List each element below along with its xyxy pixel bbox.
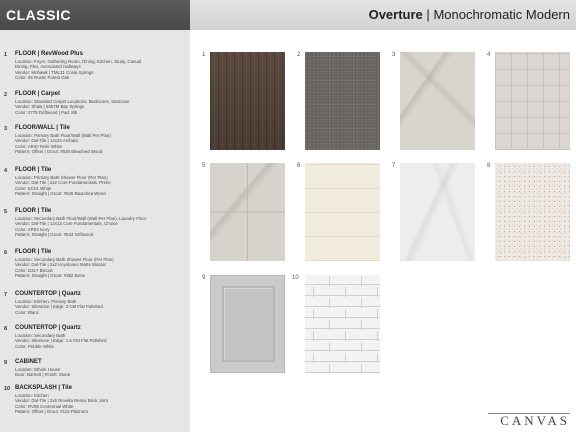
spec-detail: Vendor: Dal-Tile | 12x12 Core Fundamentals, Choice — [15, 221, 118, 227]
spec-detail: Vendor: Dal-Tile | 2x2 Core Fundamentals, Prime — [15, 180, 111, 186]
spec-title: COUNTERTOP | Quartz — [15, 325, 81, 331]
spec-detail: Vendor: Silestone | Edge: 1.5 CM Flat Polished — [15, 338, 107, 344]
spec-detail: Location: Foyer, Gathering Room, Dining, Kitchen, Study, Casual — [15, 59, 142, 64]
spec-number: 3 — [4, 126, 8, 132]
spec-detail: Color: AR04 Ivory — [15, 226, 50, 232]
spec-title: COUNTERTOP | Quartz — [15, 291, 81, 297]
spec-number: 2 — [4, 92, 8, 98]
spec-title: FLOOR | RevWood Plus — [15, 51, 83, 57]
spec-detail: Color: KC01 White — [15, 185, 52, 191]
brand-title: CLASSIC — [6, 7, 71, 23]
swatch-floor-wall-tile — [400, 52, 475, 150]
collection-name: Overture — [368, 7, 423, 22]
spec-detail: Color: 0775 Driftwood | Pad: 8lb — [15, 109, 78, 115]
spec-number: 6 — [4, 250, 8, 256]
spec-detail: Vendor: Silestone | Edge: 3 CM Flat Polished — [15, 304, 103, 310]
spec-detail: Location: Kitchen, Primary Bath — [15, 299, 77, 304]
spec-detail: Vendor: Shaw | 5557M Bay Springs — [15, 104, 85, 110]
swatch-shower-floor-tile — [495, 52, 570, 150]
spec-detail: Location: Secondary Bath — [15, 333, 66, 338]
swatch-number: 3 — [392, 52, 396, 58]
spec-number: 8 — [4, 326, 8, 332]
swatch-floor-carpet — [305, 52, 380, 150]
brand-block — [0, 0, 190, 30]
spec-title: FLOOR | Tile — [15, 208, 52, 214]
spec-detail: Pattern: Offset | Grout: #115 Platinum — [15, 409, 88, 415]
swatch-number: 5 — [202, 163, 206, 169]
spec-detail: Vendor: Dal-Tile | 2x2 Keystones Matte Mosaic — [15, 262, 107, 268]
spec-detail: Color: RV08 Centennial White — [15, 403, 74, 409]
swatch-secondary-floor-tile — [210, 163, 285, 261]
spec-title: FLOOR | Tile — [15, 167, 52, 173]
spec-number: 1 — [4, 52, 8, 58]
spec-detail: Vendor: Dal-Tile | 12x24 Archaia — [15, 138, 78, 144]
header-bar — [0, 0, 576, 30]
spec-number: 4 — [4, 168, 8, 174]
spec-detail: Color: Blanc — [15, 309, 39, 315]
spec-detail: Location: Primary Bath Floor/Wall (Wall Per Plan) — [15, 133, 111, 138]
swatch-board — [190, 30, 576, 432]
spec-detail: Location: Secondary Bath Shower Floor (Per Plan) — [15, 257, 114, 262]
spec-detail: Pattern: Straight | Grout: #543 Driftwood — [15, 232, 94, 238]
swatch-backsplash-brick — [305, 275, 380, 373]
swatch-countertop-blanc — [400, 163, 475, 261]
spec-list — [0, 30, 190, 432]
swatch-number: 6 — [297, 163, 301, 169]
spec-detail: Location: Primary Bath Shower Floor (Per Plan) — [15, 175, 108, 180]
spec-detail: Door: Barnett | Finish: Stone — [15, 372, 71, 378]
spec-detail: Pattern: Offset | Grout: #545 Bleached Wood — [15, 149, 103, 155]
spec-detail: Color: Pebble White — [15, 343, 55, 349]
spec-detail: Location: Standard Carpet Locations, Bedrooms, Staircase — [15, 99, 130, 104]
spec-detail: Vendor: Dal-Tile | 2x6 Revella Remix Brick Joint — [15, 398, 108, 404]
swatch-number: 2 — [297, 52, 301, 58]
swatch-number: 8 — [487, 163, 491, 169]
spec-number: 10 — [4, 386, 11, 392]
title-separator: | — [426, 7, 430, 22]
swatch-countertop-pebble — [495, 163, 570, 261]
spec-detail: Location: Whole House — [15, 367, 61, 372]
spec-title: CABINET — [15, 359, 42, 365]
swatch-number: 10 — [292, 275, 299, 281]
swatch-number: 4 — [487, 52, 491, 58]
swatch-number: 7 — [392, 163, 396, 169]
spec-title: FLOOR/WALL | Tile — [15, 125, 70, 131]
spec-detail: Pattern: Straight | Grout: #382 Bone — [15, 273, 85, 279]
swatch-secondary-shower-tile — [305, 163, 380, 261]
spec-title: BACKSPLASH | Tile — [15, 385, 72, 391]
spec-detail: Vendor: Mohawk | TML31 Cosia Springs — [15, 69, 94, 75]
spec-detail: Location: Secondary Bath Floor/Wall (Wall Per Plan), Laundry Floor — [15, 216, 147, 221]
spec-detail: Location: Kitchen — [15, 393, 49, 398]
collection-title — [369, 7, 570, 22]
spec-detail: Dining, Flex, Associated Hallways — [15, 64, 81, 70]
canvas-logo: CANVAS — [500, 413, 570, 428]
spec-title: FLOOR | Tile — [15, 249, 52, 255]
spec-number: 5 — [4, 209, 8, 215]
swatch-number: 9 — [202, 275, 206, 281]
spec-detail: Pattern: Straight | Grout: #545 Bleached Wood — [15, 191, 106, 197]
spec-detail: Color: 05 Rustic Forest Oak — [15, 75, 70, 81]
collection-style: Monochromatic Modern — [433, 7, 570, 22]
swatch-cabinet-door — [210, 275, 285, 373]
spec-number: 9 — [4, 360, 8, 366]
spec-detail: Color: D317 Biscuit — [15, 267, 53, 273]
spec-title: FLOOR | Carpet — [15, 91, 61, 97]
spec-detail: Color: AR40 Relic White — [15, 143, 63, 149]
spec-number: 7 — [4, 292, 8, 298]
swatch-number: 1 — [202, 52, 206, 58]
cabinet-panel — [222, 286, 275, 362]
swatch-floor-revwood — [210, 52, 285, 150]
